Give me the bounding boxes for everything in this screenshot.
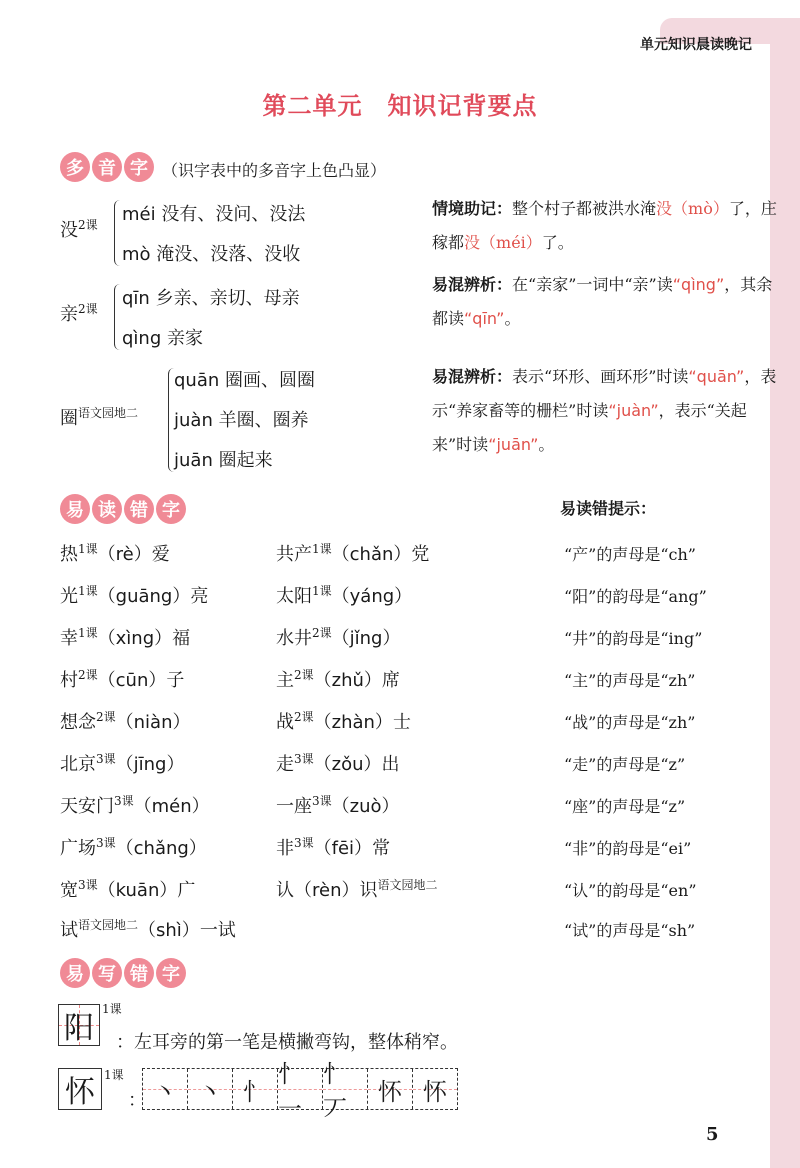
misread-hint: “非”的韵母是“ei” <box>564 839 692 858</box>
word-text: 非 <box>276 838 294 859</box>
brace <box>114 284 121 350</box>
char-box-yang: 阳 <box>58 1004 100 1046</box>
misread-item <box>276 708 411 734</box>
reading-line: juàn 羊圈、圈养 <box>174 410 309 431</box>
stroke-step: 丶 <box>188 1069 233 1109</box>
word-text: 太阳 <box>276 586 312 607</box>
misread-item <box>276 582 412 608</box>
lesson-tag: 语文园地二 <box>78 918 139 932</box>
misread-item <box>60 666 184 692</box>
duoyin-note: （识字表中的多音字上色凸显） <box>162 161 387 180</box>
word-text: 识 <box>359 880 378 901</box>
lesson-tag: 3课 <box>78 878 98 892</box>
lesson-tag: 1课 <box>102 1002 122 1016</box>
reading-line: méi 没有、没问、没法 <box>122 204 306 225</box>
word-text: 热 <box>60 544 78 565</box>
misread-hint: “阳”的韵母是“ang” <box>564 587 707 606</box>
misread-hint: “主”的声母是“zh” <box>564 671 696 690</box>
stroke-step: 丶 <box>143 1069 188 1109</box>
lesson-tag: 2课 <box>294 668 314 682</box>
lesson-tag: 3课 <box>294 836 314 850</box>
lesson-tag: 1课 <box>104 1068 124 1082</box>
stroke-step: 忄一 <box>278 1069 323 1109</box>
word-text: 士 <box>392 712 411 733</box>
misread-item <box>276 540 429 566</box>
pinyin: （cūn） <box>97 670 167 691</box>
writing-note-yang: ：左耳旁的第一笔是横撇弯钩，整体稍窄。 <box>116 1032 458 1053</box>
word-text: 走 <box>276 754 294 775</box>
pinyin: （rèn） <box>294 880 360 901</box>
poly-item-qin <box>60 280 400 360</box>
misread-item <box>60 582 208 608</box>
word-text: 一座 <box>276 796 312 817</box>
pinyin: （xìng） <box>97 628 173 649</box>
misread-item <box>60 708 191 734</box>
word-text: 幸 <box>60 628 78 649</box>
pinyin: （zhàn） <box>313 712 393 733</box>
reading-line: qìng 亲家 <box>122 328 203 349</box>
lesson-tag: 语文园地二 <box>377 878 438 892</box>
lesson-tag: 2课 <box>78 668 98 682</box>
word-text: 共产 <box>276 544 312 565</box>
misread-item <box>276 792 400 818</box>
word-text: 试 <box>60 920 78 941</box>
word-text: 天安门 <box>60 796 114 817</box>
word-text: 爱 <box>151 544 170 565</box>
pinyin: （zǒu） <box>313 754 382 775</box>
word-text: 党 <box>411 544 430 565</box>
word-text: 席 <box>381 670 400 691</box>
word-text: 村 <box>60 670 78 691</box>
word-text: 广场 <box>60 838 96 859</box>
word-text: 亮 <box>190 586 209 607</box>
pinyin: （yáng） <box>331 586 413 607</box>
pinyin: （zhǔ） <box>313 670 382 691</box>
lesson-tag: 3课 <box>114 794 134 808</box>
yidu-badge: 易 读 错 字 <box>60 494 186 524</box>
running-title: 单元知识晨读晚记 <box>640 37 752 53</box>
pinyin: （chǎn） <box>331 544 412 565</box>
lesson-tag: 3课 <box>312 794 332 808</box>
pinyin: （kuān） <box>97 880 178 901</box>
lesson-tag: 1课 <box>78 542 98 556</box>
reading-line: mò 淹没、没落、没收 <box>122 244 301 265</box>
misread-item <box>60 916 236 942</box>
tip-context: 情境助记：整个村子都被洪水淹没（mò）了，庄稼都没（méi）了。 <box>432 199 777 252</box>
pinyin: （mén） <box>133 796 210 817</box>
misread-item <box>276 834 390 860</box>
page-number: 5 <box>706 1124 719 1145</box>
stroke-step: 忄丆 <box>323 1069 368 1109</box>
poly-char: 圈$^{语文园地二}$ <box>60 406 139 429</box>
misread-hint: “井”的韵母是“ing” <box>564 629 703 648</box>
misread-hint: “座”的声母是“z” <box>564 797 686 816</box>
reading-line: quān 圈画、圆圈 <box>174 370 316 391</box>
pinyin: （zuò） <box>331 796 400 817</box>
lesson-tag: 1课 <box>78 626 98 640</box>
colon: ： <box>128 1090 146 1111</box>
reading-line: juān 圈起来 <box>174 450 273 471</box>
side-band <box>770 18 800 1168</box>
reading-line: qīn 乡亲、亲切、母亲 <box>122 288 300 309</box>
word-text: 常 <box>372 838 391 859</box>
misread-item <box>60 750 184 776</box>
misread-item <box>276 750 400 776</box>
misread-item <box>60 624 190 650</box>
misread-hint: “战”的声母是“zh” <box>564 713 696 732</box>
misread-hint: “试”的声母是“sh” <box>564 921 696 940</box>
char-box-huai: 怀 <box>58 1068 102 1110</box>
misread-item <box>276 666 400 692</box>
stroke-order-grid <box>142 1060 458 1123</box>
pinyin: （niàn） <box>115 712 191 733</box>
word-text: 北京 <box>60 754 96 775</box>
lesson-tag: 1课 <box>78 584 98 598</box>
poly-item-mei <box>60 196 400 276</box>
misread-item <box>276 876 438 902</box>
word-text: 水井 <box>276 628 312 649</box>
pinyin: （jīng） <box>115 754 185 775</box>
word-text: 出 <box>381 754 400 775</box>
lesson-tag: 2课 <box>312 626 332 640</box>
word-text: 福 <box>172 628 191 649</box>
lesson-tag: 2课 <box>294 710 314 724</box>
misread-item <box>60 876 195 902</box>
duoyin-badge: 多 音 字 <box>60 152 154 182</box>
stroke-step: 忄 <box>233 1069 278 1109</box>
pinyin: （chǎng） <box>115 838 207 859</box>
misread-item <box>60 834 207 860</box>
word-text: 一试 <box>199 920 236 941</box>
word-text: 光 <box>60 586 78 607</box>
hint-title: 易读错提示： <box>560 499 657 518</box>
pinyin: （jǐng） <box>331 628 401 649</box>
misread-item <box>276 624 400 650</box>
yixie-badge: 易 写 错 字 <box>60 958 186 988</box>
tip-distinguish-qin: 易混辨析：在“亲家”一词中“亲”读“qìng”，其余都读“qīn”。 <box>432 275 773 328</box>
pinyin: （shì） <box>138 920 200 941</box>
lesson-tag: 1课 <box>312 542 332 556</box>
poly-item-quan <box>60 364 400 484</box>
poly-char: 亲$^{2课}$ <box>60 302 98 325</box>
lesson-tag: 1课 <box>312 584 332 598</box>
misread-item <box>60 792 210 818</box>
misread-hint: “产”的声母是“ch” <box>564 545 696 564</box>
word-text: 宽 <box>60 880 78 901</box>
word-text: 战 <box>276 712 294 733</box>
pinyin: （rè） <box>97 544 152 565</box>
misread-item <box>60 540 170 566</box>
misread-hint: “走”的声母是“z” <box>564 755 686 774</box>
brace <box>114 200 121 266</box>
stroke-step: 怀 <box>413 1069 457 1109</box>
pinyin: （guāng） <box>97 586 191 607</box>
pinyin: （fēi） <box>313 838 373 859</box>
lesson-tag: 2课 <box>96 710 116 724</box>
word-text: 认 <box>276 880 294 901</box>
word-text: 想念 <box>60 712 96 733</box>
tip-distinguish-quan: 易混辨析：表示“环形、画环形”时读“quān”，表示“养家畜等的栅栏”时读“juàn”，表示“关起来”时读“juān”。 <box>432 367 777 454</box>
word-text: 子 <box>166 670 185 691</box>
word-text: 主 <box>276 670 294 691</box>
poly-char: 没$^{2课}$ <box>60 218 98 241</box>
misread-hint: “认”的韵母是“en” <box>564 881 697 900</box>
lesson-tag: 3课 <box>96 836 116 850</box>
word-text: 广 <box>177 880 196 901</box>
page-title: 第二单元 知识记背要点 <box>262 92 538 120</box>
lesson-tag: 3课 <box>294 752 314 766</box>
lesson-tag: 3课 <box>96 752 116 766</box>
stroke-step: 怀 <box>368 1069 413 1109</box>
